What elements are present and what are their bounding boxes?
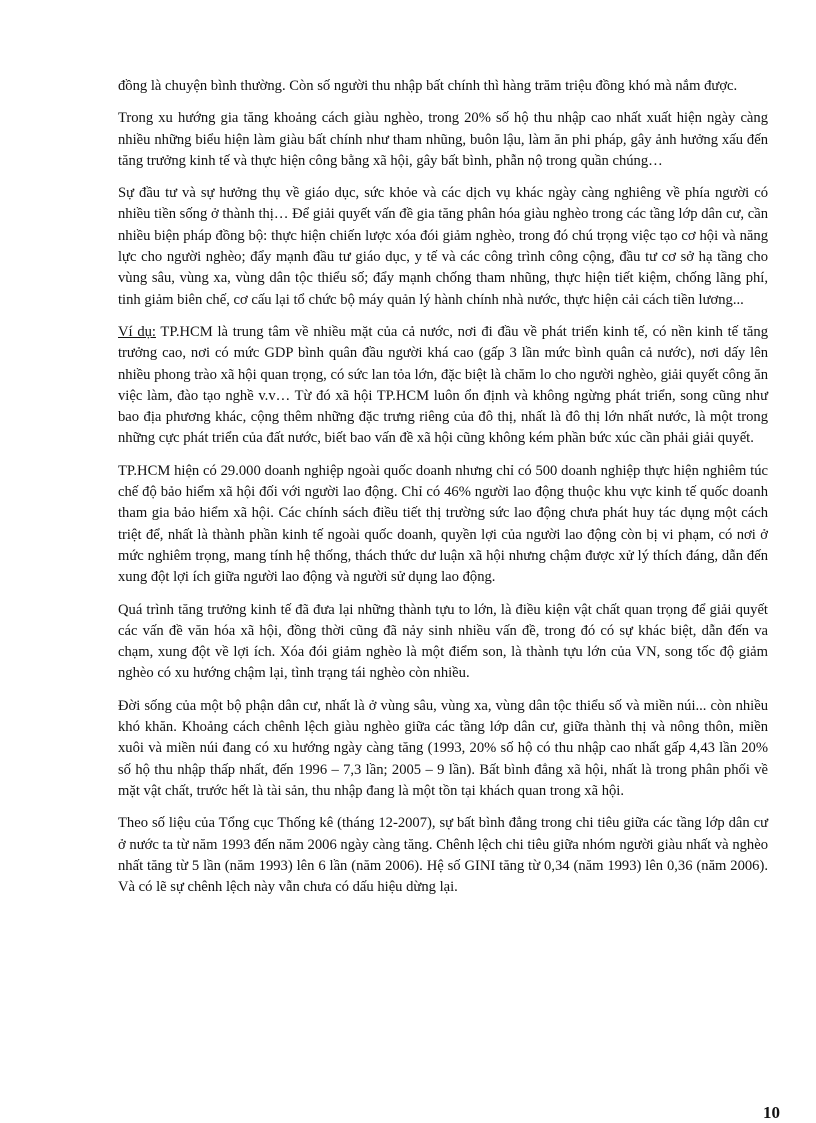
paragraph-wealth-gap: Trong xu hướng gia tăng khoảng cách giàu nghèo, trong 20% số hộ thu nhập cao nhất xuất hiện ngày càng nhiều những biểu hiện làm giàu bất chính như tham nhũng, buôn lậu, làm ăn phi pháp, gây ảnh hưởng xấu đến tăng trưởng kinh tế và thực hiện công bằng xã hội, gây bất bình, phẫn nộ trong quần chúng…: [118, 110, 768, 169]
paragraph-solutions: Sự đầu tư và sự hưởng thụ về giáo dục, sức khỏe và các dịch vụ khác ngày càng nghiêng về phía người có nhiều tiền sống ở thành thị… Để giải quyết vấn đề gia tăng phân hóa giàu nghèo trong các tầng lớp dân cư, cần nhiều biện pháp đồng bộ: thực hiện chiến lược xóa đói giảm nghèo, trong đó chú trọng việc tạo cơ hội và năng lực cho người nghèo; đẩy mạnh đầu tư giáo dục, y tế và các công trình công cộng, đầu tư cơ sở hạ tầng cho vùng sâu, vùng xa, vùng dân tộc thiểu số; đẩy mạnh chống tham nhũng, thực hiện tiết kiệm, chống lãng phí, tinh giảm biên chế, cơ cấu lại tổ chức bộ máy quản lý hành chính nhà nước, thực hiện cải cách tiền lương...: [118, 185, 768, 308]
paragraph-living-conditions: Đời sống của một bộ phận dân cư, nhất là ở vùng sâu, vùng xa, vùng dân tộc thiểu số và miền núi... còn nhiều khó khăn. Khoảng cách chênh lệch giàu nghèo giữa các tầng lớp dân cư, giữa thành thị và nông thôn, miền xuôi và miền núi đang có xu hướng ngày càng tăng (1993, 20% số hộ có thu nhập cao nhất gấp 4,43 lần 20% số hộ thu nhập thấp nhất, đến 1996 – 7,3 lần; 2005 – 9 lần). Bất bình đẳng xã hội, nhất là trong phân phối về mặt vật chất, trước hết là tài sản, thu nhập đang là một tồn tại khách quan trong xã hội.: [118, 697, 768, 799]
paragraph-statistics: Theo số liệu của Tổng cục Thống kê (tháng 12-2007), sự bất bình đẳng trong chi tiêu giữa các tầng lớp dân cư ở nước ta từ năm 1993 đến năm 2006 ngày càng tăng. Chênh lệch chi tiêu giữa nhóm người giàu nhất và nghèo nhất tăng từ 5 lần (năm 1993) lên 6 lần (năm 2006). Hệ số GINI tăng từ 0,34 (năm 1993) lên 0,36 (năm 2006). Và có lẽ sự chênh lệch này vẫn chưa có dấu hiệu dừng lại.: [118, 815, 768, 896]
body-text: [118, 76, 768, 909]
example-label: Ví dụ:: [118, 323, 156, 340]
paragraph-example: [118, 322, 768, 450]
example-text: TP.HCM là trung tâm về nhiều mặt của cả nước, nơi đi đầu về phát triển kinh tế, có nền kinh tế tăng trưởng cao, nơi có mức GDP bình quân đầu người khá cao (gấp 3 lần mức bình quân cả nước), nơi dấy lên nhiều phong trào xã hội quan trọng, có sức lan tỏa lớn, đặc biệt là chăm lo cho người nghèo, giải quyết công ăn việc làm, đào tạo nghề v.v… Từ đó xã hội TP.HCM luôn ổn định và không ngừng phát triển, song cũng như bao địa phương khác, cộng thêm những đặc trưng riêng của đô thị, nhất là đô thị lớn nhất nước, là một trong những cực phát triển của đất nước, biết bao vấn đề xã hội cũng không kém phần bức xúc cần phải giải quyết.: [118, 323, 768, 447]
paragraph-continuation: đồng là chuyện bình thường. Còn số người thu nhập bất chính thì hàng trăm triệu đồng khó mà nắm được.: [118, 78, 738, 94]
paragraph-enterprises: TP.HCM hiện có 29.000 doanh nghiệp ngoài quốc doanh nhưng chỉ có 500 doanh nghiệp thực hiện nghiêm túc chế độ bảo hiểm xã hội đối với người lao động. Chỉ có 46% người lao động thuộc khu vực kinh tế quốc doanh tham gia bảo hiểm xã hội. Các chính sách điều tiết thị trường sức lao động chưa phát huy tác dụng một cách triệt để, nhất là thành phần kinh tế ngoài quốc doanh, quyền lợi của người lao động còn bị vi phạm, có nơi ở mức nghiêm trọng, mang tính hệ thống, thách thức dư luận xã hội nhưng chậm được xử lý thích đáng, dẫn đến xung đột lợi ích giữa người lao động và người sử dụng lao động.: [118, 462, 768, 586]
page-number: 10: [763, 1103, 780, 1122]
paragraph-growth: Quá trình tăng trưởng kinh tế đã đưa lại những thành tựu to lớn, là điều kiện vật chất quan trọng để giải quyết các vấn đề văn hóa xã hội, đồng thời cũng đã nảy sinh nhiều vấn đề, trong đó có sự khác biệt, dẫn đến va chạm, xung đột về lợi ích. Xóa đói giảm nghèo là một điểm son, là thành tựu lớn của VN, song tốc độ giảm nghèo có xu hướng chậm lại, tình trạng tái nghèo còn nhiều.: [118, 601, 768, 682]
